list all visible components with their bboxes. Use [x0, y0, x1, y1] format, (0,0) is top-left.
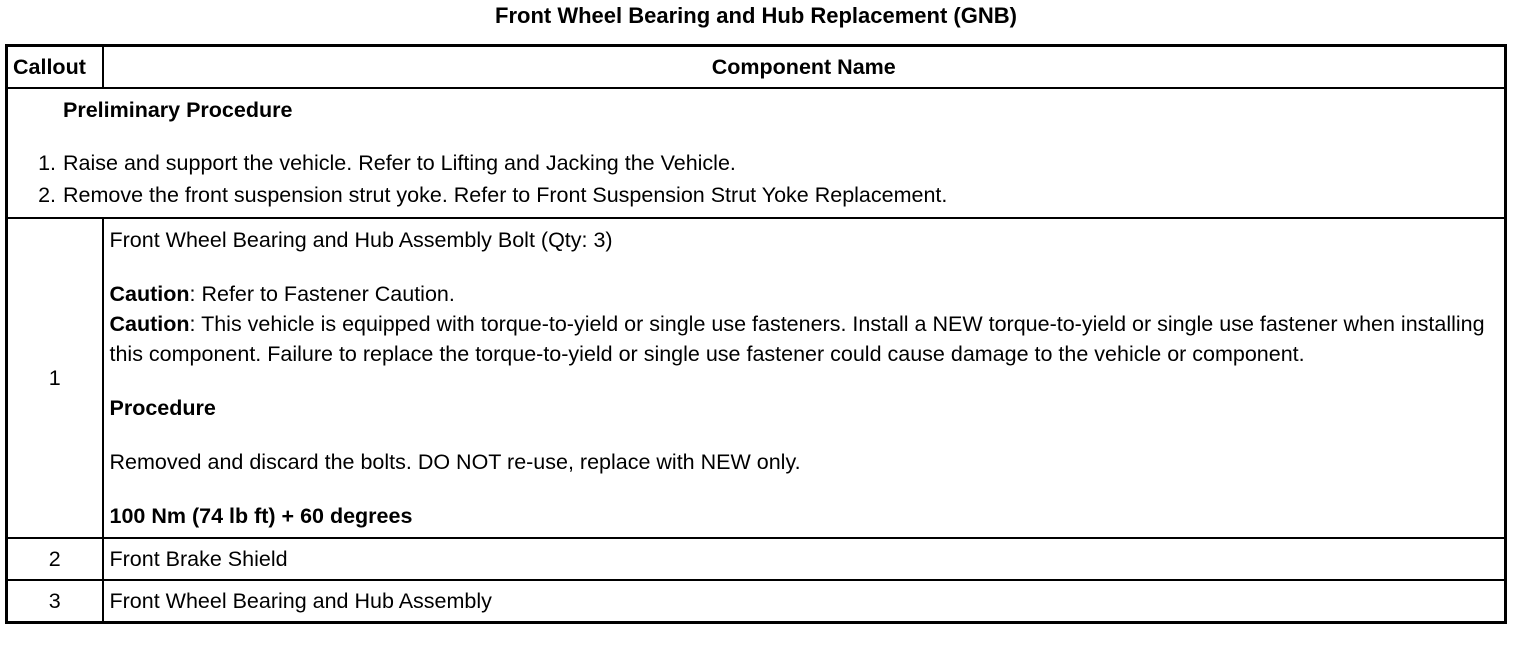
component-cell: Front Brake Shield: [103, 538, 1506, 580]
component-name: Front Wheel Bearing and Hub Assembly Bolt (Qty: 3): [109, 228, 613, 252]
caution-label: Caution: [109, 282, 190, 306]
step-number: 2.: [38, 183, 56, 207]
caution-text: : This vehicle is equipped with torque-to-yield or single use fasteners. Install a NEW torque-to-yield or single use fastener when installing this component. Failure to replace the torque-to-yield or single use fastener could cause damage to the vehicle or component.: [109, 312, 1485, 366]
caution-line: [110, 309, 1499, 369]
component-cell: Front Wheel Bearing and Hub Assembly: [103, 580, 1506, 623]
column-header-component-name: Component Name: [103, 46, 1506, 89]
table-header-row: [7, 46, 1506, 89]
table-row: [7, 538, 1506, 580]
step-number: 1.: [38, 151, 56, 175]
callout-cell: 3: [7, 580, 103, 623]
torque-spec: 100 Nm (74 lb ft) + 60 degrees: [109, 504, 413, 528]
preliminary-cell: [7, 88, 1506, 218]
caution-label: Caution: [109, 312, 190, 336]
list-item: [8, 179, 1504, 211]
preliminary-heading: Preliminary Procedure: [63, 98, 293, 122]
caution-text: : Refer to Fastener Caution.: [189, 282, 455, 306]
component-cell: [103, 218, 1506, 538]
callout-cell: 1: [7, 218, 103, 538]
page-title: Front Wheel Bearing and Hub Replacement (GNB): [495, 3, 1017, 28]
step-text: Remove the front suspension strut yoke. Refer to Front Suspension Strut Yoke Replacement.: [63, 183, 948, 207]
preliminary-row: [7, 88, 1506, 218]
procedure-heading: Procedure: [109, 396, 216, 420]
list-item: [8, 147, 1504, 179]
callout-cell: 2: [7, 538, 103, 580]
preliminary-steps: [8, 147, 1504, 211]
column-header-callout: Callout: [7, 46, 103, 89]
caution-line: [110, 279, 1499, 309]
procedure-table: [5, 44, 1507, 624]
table-row: [7, 580, 1506, 623]
procedure-text: Removed and discard the bolts. DO NOT re-use, replace with NEW only.: [109, 450, 801, 474]
step-text: Raise and support the vehicle. Refer to Lifting and Jacking the Vehicle.: [63, 151, 736, 175]
table-row: [7, 218, 1506, 538]
